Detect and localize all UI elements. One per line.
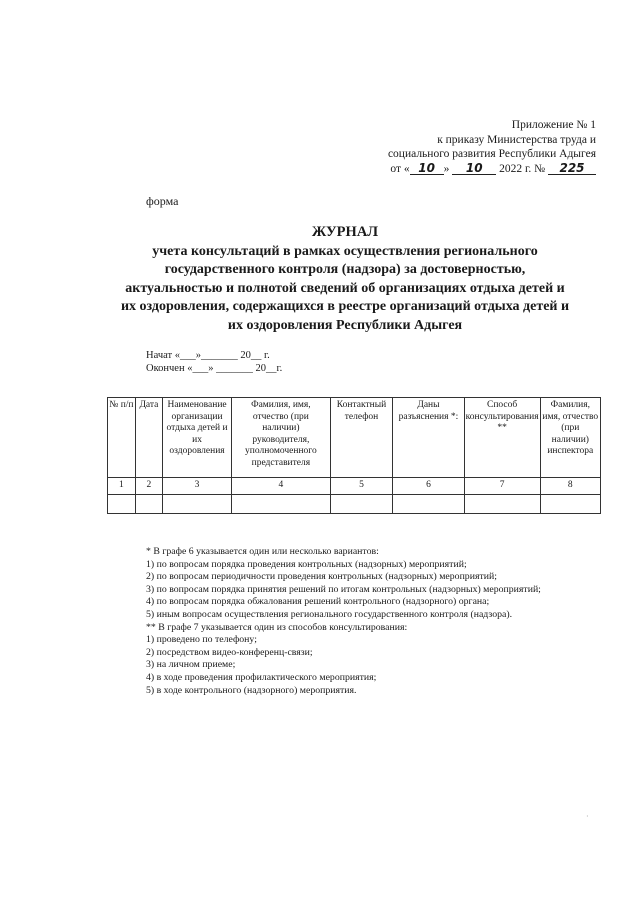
header-cell: Способ консультирования **	[464, 398, 540, 478]
title-line-2: государственного контроля (надзора) за достоверностью,	[164, 262, 526, 277]
appendix-line-3: социального развития Республики Адыгея	[387, 148, 596, 160]
date-prefix: от «	[390, 162, 410, 175]
footnote-line: 1) по вопросам порядка проведения контрольных (надзорных) мероприятий;	[146, 558, 467, 570]
empty-cell	[464, 495, 540, 514]
header-cell: Фамилия, имя, отчество (при наличии) руководителя, уполномоченного представителя	[232, 398, 331, 478]
footnote-line: 5) в ходе контрольного (надзорного) мероприятия.	[146, 684, 357, 696]
journal-title	[95, 223, 595, 335]
header-cell: Даны разъяснения *:	[393, 398, 464, 478]
date-mid: »	[443, 162, 450, 175]
journal-dates	[146, 349, 282, 375]
header-cell: Дата	[135, 398, 162, 478]
appendix-line-2: к приказу Министерства труда и	[437, 133, 596, 146]
column-number: 3	[163, 478, 232, 495]
appendix-line-1: Приложение № 1	[511, 119, 596, 131]
column-number: 5	[330, 478, 393, 495]
started-date: Начат «___»_______ 20__ г.	[146, 350, 270, 361]
column-number-row	[108, 478, 601, 495]
date-year: 2022 г. №	[499, 162, 546, 175]
footnote-line: ** В графе 7 указывается один из способов консультирования:	[146, 621, 408, 633]
footnote-line: 5) иным вопросам осуществления регионального государственного контроля (надзора).	[146, 608, 513, 620]
empty-cell	[163, 495, 232, 514]
header-cell: № п/п	[108, 398, 136, 478]
appendix-date-line	[296, 162, 596, 177]
empty-cell	[393, 495, 464, 514]
empty-table-row	[108, 495, 601, 514]
finished-date: Окончен «___» _______ 20__г.	[146, 363, 283, 374]
handwritten-month: 10	[452, 162, 496, 175]
table-header-row	[108, 398, 601, 478]
footnote-line: 2) по вопросам периодичности проведения контрольных (надзорных) мероприятий;	[146, 571, 497, 583]
column-number: 2	[135, 478, 162, 495]
appendix-block	[296, 118, 596, 176]
empty-cell	[108, 495, 136, 514]
empty-cell	[135, 495, 162, 514]
column-number: 7	[464, 478, 540, 495]
title-line-3: актуальностью и полнотой сведений об организациях отдыха детей и	[125, 280, 565, 296]
title-heading: ЖУРНАЛ	[311, 224, 379, 240]
title-line-1: учета консультаций в рамках осуществления регионального	[152, 243, 538, 259]
footnote-line: 3) на личном приеме;	[146, 659, 236, 671]
handwritten-day: 10	[410, 162, 444, 175]
footnote-line: 1) проведено по телефону;	[146, 634, 257, 646]
footnotes	[146, 546, 606, 697]
column-number: 6	[393, 478, 464, 495]
title-line-5: их оздоровления Республики Адыгея	[227, 317, 463, 333]
header-cell: Контактный телефон	[330, 398, 393, 478]
column-number: 4	[232, 478, 331, 495]
scan-speck: ·	[586, 812, 589, 821]
handwritten-order-number: 225	[548, 162, 596, 175]
footnote-line: 4) в ходе проведения профилактического мероприятия;	[146, 671, 377, 683]
header-cell: Наименование организации отдыха детей и их оздоровления	[163, 398, 232, 478]
empty-cell	[232, 495, 331, 514]
column-number: 8	[540, 478, 600, 495]
journal-table	[107, 397, 601, 514]
footnote-line: * В графе 6 указывается один или несколько вариантов:	[146, 546, 379, 557]
footnote-line: 3) по вопросам порядка принятия решений по итогам контрольных (надзорных) мероприятий;	[146, 583, 541, 595]
header-cell: Фамилия, имя, отчество (при наличии) инспектора	[540, 398, 600, 478]
empty-cell	[540, 495, 600, 514]
form-label: форма	[146, 194, 179, 208]
title-line-4: их оздоровления, содержащихся в реестре организаций отдыха детей и	[120, 299, 570, 314]
column-number: 1	[108, 478, 136, 495]
footnote-line: 2) посредством видео-конференц-связи;	[146, 646, 313, 658]
empty-cell	[330, 495, 393, 514]
footnote-line: 4) по вопросам порядка обжалования решений контрольного (надзорного) органа;	[146, 596, 490, 608]
